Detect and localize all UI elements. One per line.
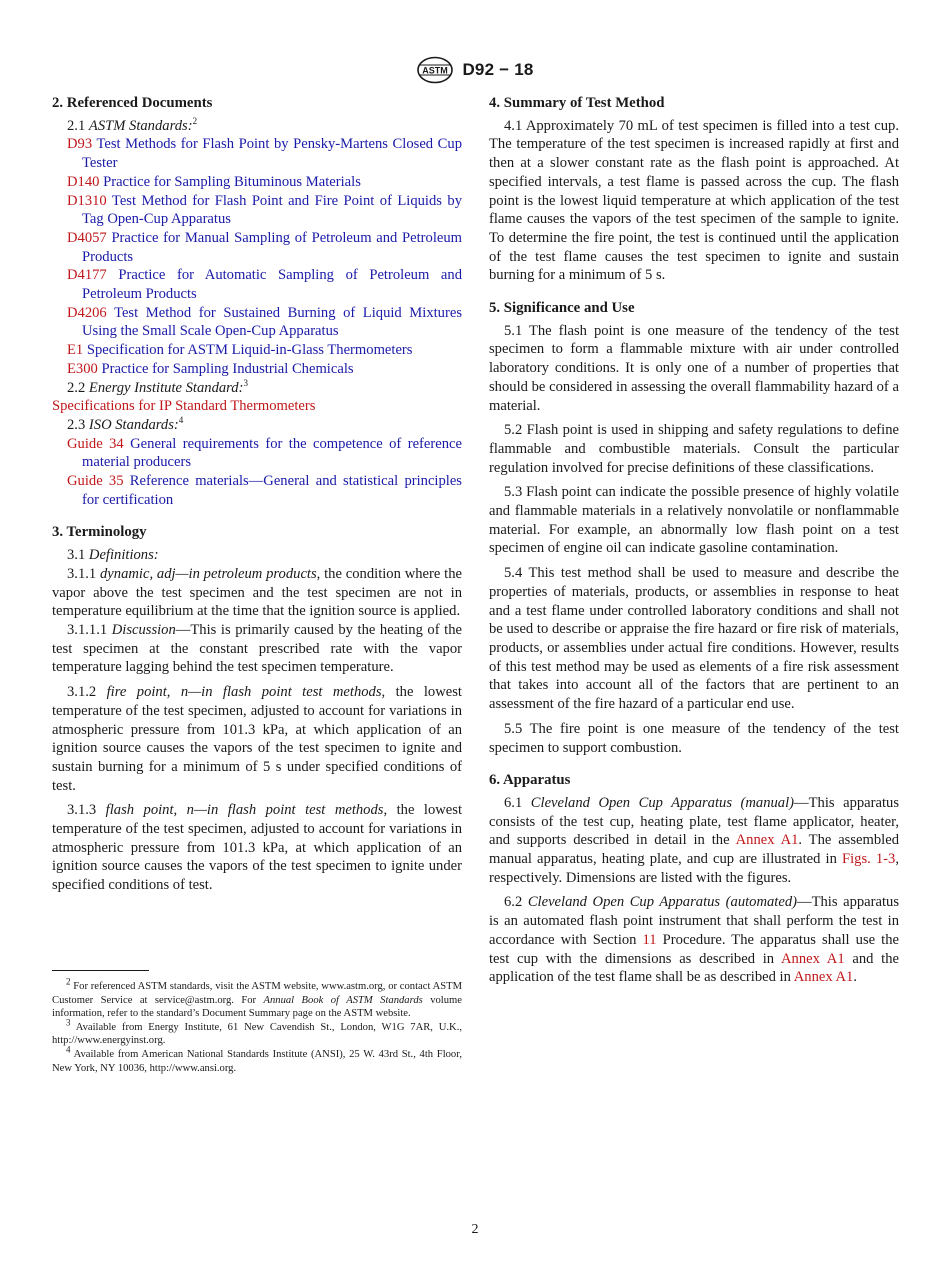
annex-a1-link[interactable]: Annex A1 xyxy=(793,969,854,986)
astm-standards-label: 2.1 ASTM Standards:$^2$ xyxy=(67,115,198,134)
paragraph-5-4: 5.4 This test method shall be used to measure and describe the properties of materials, products, or assemblies in response to heat and a test flame under controlled laboratory conditions and shall not be used to describe or appraise the fire hazard or fire risk of materials, products, or assemblies under actual fire conditions. However, results of this test method may be used as elements of a fire risk assessment that takes into account all of the factors that are pertinent to an assessment of the fire hazard of a particular end use. xyxy=(489,565,899,713)
iso-reference-list xyxy=(52,435,462,510)
reference-item[interactable]: D4206 Test Method for Sustained Burning of Liquid Mixtures Using the Small Scale Open-Cup Apparatus xyxy=(67,304,462,340)
paragraph-5-5: 5.5 The fire point is one measure of the tendency of the test specimen to support combustion. xyxy=(489,720,899,756)
section-2-title: 2. Referenced Documents xyxy=(52,95,213,111)
reference-item[interactable]: D140 Practice for Sampling Bituminous Materials xyxy=(67,173,361,190)
iso-standards-label: 2.3 ISO Standards:$^4$ xyxy=(67,415,184,433)
section-3-title: 3. Terminology xyxy=(52,524,147,541)
paragraph-6-1: 6.1 Cleveland Open Cup Apparatus (manual)—This apparatus consists of the test cup, heating plate, test flame applicator, heater, and supports described in detail in the Annex A1. The assembled manual apparatus, heating plate, and cup are illustrated in Figs. 1-3, respectively. Dimensions are listed with the figures. xyxy=(489,794,900,886)
discussion-dynamic: 3.1.1.1 Discussion—This is primarily caused by the heating of the test specimen at the constant prescribed rate with the vapor temperature lagging behind the test specimen temperature. xyxy=(52,621,462,676)
right-column xyxy=(489,94,899,987)
section-5-title: 5. Significance and Use xyxy=(489,300,635,317)
energy-institute-label: 2.2 Energy Institute Standard:$^3$ xyxy=(67,377,248,396)
footnotes xyxy=(52,976,462,1075)
section-4-title: 4. Summary of Test Method xyxy=(489,95,665,111)
reference-item[interactable]: D93 Test Methods for Flash Point by Pensky-Martens Closed Cup Tester xyxy=(67,136,462,172)
section-11-link[interactable]: 11 xyxy=(642,931,657,948)
paragraph-5-1: 5.1 The flash point is one measure of the tendency of the test specimen to form a flammable mixture with air under controlled laboratory conditions. It is only one of a number of properties that should be considered in assessing the overall flammability hazard of a material. xyxy=(489,322,899,414)
reference-item[interactable]: D4177 Practice for Automatic Sampling of Petroleum and Petroleum Products xyxy=(67,267,463,303)
definition-dynamic: 3.1.1 dynamic, adj—in petroleum products, the condition where the vapor above the test specimen and the test specimen are not in temperature equilibrium at the time that the ignition source is applied. xyxy=(52,565,462,620)
reference-item[interactable]: Guide 35 Reference materials—General and statistical principles for certification xyxy=(67,473,462,508)
footnote-4: $^4$ Available from American National Standards Institute (ANSI), 25 W. 43rd St., 4th Floor, New York, NY 10036, http://www.ansi.org. xyxy=(52,1044,462,1074)
definitions-label: 3.1 Definitions: xyxy=(67,547,159,564)
annex-a1-link[interactable]: Annex A1 xyxy=(735,832,799,849)
paragraph-6-2: 6.2 Cleveland Open Cup Apparatus (automated)—This apparatus is an automated flash point instrument that shall perform the test in accordance with Section 11 Procedure. The apparatus shall use the test cup with the dimensions as described in Annex A1 and the application of the test flame shall be as described in Annex A1. xyxy=(489,894,900,986)
figs-1-3-link[interactable]: Figs. 1-3 xyxy=(841,851,896,868)
reference-item[interactable]: D4057 Practice for Manual Sampling of Petroleum and Petroleum Products xyxy=(67,229,462,265)
logo-letters: ASTM xyxy=(422,65,449,76)
footnote-rule xyxy=(52,970,149,971)
ip-thermometers-reference[interactable]: Specifications for IP Standard Thermometers xyxy=(52,398,316,415)
reference-item[interactable]: E300 Practice for Sampling Industrial Chemicals xyxy=(67,360,354,377)
page-number: 2 xyxy=(471,1222,479,1237)
annex-a1-link[interactable]: Annex A1 xyxy=(780,950,845,967)
footnote-2: $^2$ For referenced ASTM standards, visit the ASTM website, www.astm.org, or contact ASTM Customer Service at service@astm.org. For Annual Book of ASTM Standards volume information, refer to the standard’s Document Summary page on the ASTM website. xyxy=(52,976,462,1020)
paragraph-5-3: 5.3 Flash point can indicate the possible presence of highly volatile and flammable materials in a relatively nonvolatile or nonflammable material. For example, an abnormally low flash point on a test specimen of engine oil can indicate gasoline contamination. xyxy=(489,484,899,557)
definition-fire-point: 3.1.2 fire point, n—in flash point test methods, the lowest temperature of the test specimen, adjusted to account for variations in atmospheric pressure from 101.3 kPa, at which application of an ignition source causes the vapors of the test specimen to ignite and sustain burning for a minimum of 5 s under specified conditions of test. xyxy=(52,684,462,794)
astm-logo-icon xyxy=(416,56,454,84)
reference-item[interactable]: Guide 34 General requirements for the competence of reference material producers xyxy=(67,435,462,471)
reference-item[interactable]: D1310 Test Method for Flash Point and Fire Point of Liquids by Tag Open-Cup Apparatus xyxy=(67,192,462,228)
paragraph-4-1: 4.1 Approximately 70 mL of test specimen is filled into a test cup. The temperature of the test specimen is increased rapidly at first and then at a slower constant rate as the flash point is approached. At specified intervals, a test flame is passed across the cup. The flash point is the lowest liquid temperature at which application of the test flame causes the vapors of the test specimen of the sample to ignite. To determine the fire point, the test is continued until the application of the test flame causes the test specimen to ignite and sustain burning for a minimum of 5 s. xyxy=(489,117,899,284)
designation: D92 − 18 xyxy=(462,59,534,79)
astm-reference-list xyxy=(52,135,462,378)
reference-item[interactable]: E1 Specification for ASTM Liquid-in-Glass Thermometers xyxy=(67,342,413,359)
footnote-3: $^3$ Available from Energy Institute, 61 New Cavendish St., London, W1G 7AR, U.K., http://www.energyinst.org. xyxy=(52,1017,462,1047)
left-column xyxy=(52,94,462,895)
definition-flash-point: 3.1.3 flash point, n—in flash point test methods, the lowest temperature of the test specimen, adjusted to account for variations in atmospheric pressure from 101.3 kPa, at which application of an ignition source causes the vapors of the test specimen to ignite under specified conditions of test. xyxy=(52,802,462,894)
section-6-title: 6. Apparatus xyxy=(489,772,571,789)
paragraph-5-2: 5.2 Flash point is used in shipping and safety regulations to define flammable and combustible materials. Consult the particular regulation involved for precise definitions of these classifications. xyxy=(489,422,899,476)
page-header xyxy=(0,56,950,84)
